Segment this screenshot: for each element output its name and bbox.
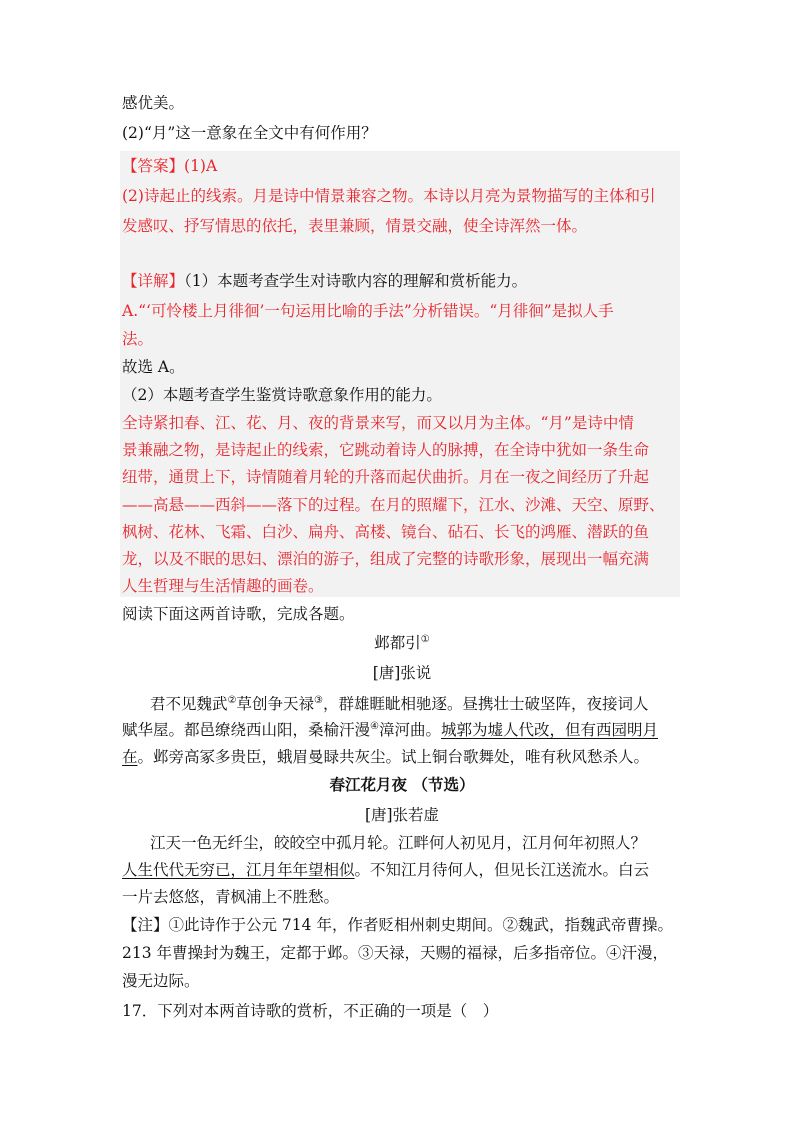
question-17: 17．下列对本两首诗歌的赏析，不正确的一项是（ ） [122,1002,499,1020]
poem1-line-3: 在。邺旁高冢多贵臣，蛾眉曼睩共灰尘。试上铜台歌舞处，唯有秋风愁杀人。 [122,748,650,766]
instruction: 阅读下面这两首诗歌，完成各题。 [122,605,355,623]
detail-line-1 [122,266,682,296]
detail-5-line-2: 景兼融之物，是诗起止的线索，它跳动着诗人的脉搏，在全诗中犹如一条生命 [122,441,650,459]
underlined-line: 人生代代无穷已，江月年年望相似 [122,861,355,879]
answer-line-1 [122,151,682,181]
detail-5-line-1: 全诗紧扣春、江、花、月、夜的背景来写，而又以月为主体。“月”是诗中情 [122,414,634,432]
question-2: (2)“月”这一意象在全文中有何作用？ [122,124,377,142]
poem2-line-2: 人生代代无穷已，江月年年望相似。不知江月待何人，但见长江送流水。白云 [122,861,650,879]
detail-5-line-4: ——高悬——西斜——落下的过程。在月的照耀下，江水、沙滩、天空、原野、 [122,496,665,514]
q1-tail: 感优美。 [122,94,185,112]
notes-line-3: 漫无边际。 [122,972,200,990]
poem2-line-1: 江天一色无纤尘，皎皎空中孤月轮。江畔何人初见月，江月何年初照人？ [150,834,647,852]
detail-label: 【详解】 [122,272,185,290]
footnote-mark: ① [420,633,430,645]
answer-1: (1)A [184,157,218,175]
notes-line-1: 【注】①此诗作于公元 714 年，作者贬相州刺史期间。②魏武，指魏武帝曹操。 [122,916,673,934]
answer-2-line-1: (2)诗起止的线索。月是诗中情景兼容之物。本诗以月亮为景物描写的主体和引 [122,187,656,205]
underlined-line: 城郭为墟人代改，但有西园明月 [441,721,659,739]
poem2-author: [唐]张若虚 [364,806,440,824]
detail-5-line-7: 人生哲理与生活情趣的画卷。 [122,577,324,595]
poem1-line-1: 君不见魏武②草创争天禄③，群雄睚眦相驰逐。昼携壮士破坚阵，夜接词人 [150,694,649,713]
answer-label: 【答案】 [122,157,185,175]
detail-2-line-2: 法。 [122,330,154,348]
poem2-title: 春江花月夜 （节选） [329,775,475,794]
underlined-line: 在 [122,748,138,766]
poem1-line-2: 赋华屋。都邑缭绕西山阳，桑榆汗漫④漳河曲。城郭为墟人代改，但有西园明月 [122,720,659,739]
poem1-title: 邺都引① [374,633,430,652]
detail-5-line-6: 龙，以及不眠的思妇、漂泊的游子，组成了完整的诗歌形象，展现出一幅充满 [122,550,650,568]
detail-3: 故选 A。 [122,358,185,376]
notes-line-2: 213 年曹操封为魏王，定都于邺。③天禄，天赐的福禄，后多指帝位。④汗漫， [122,944,669,962]
detail-4: （2）本题考查学生鉴赏诗歌意象作用的能力。 [122,386,442,404]
detail-5-line-5: 枫树、花林、飞霜、白沙、扁舟、高楼、镜台、砧石、长飞的鸿雁、潜跃的鱼 [122,523,650,541]
poem1-author: [唐]张说 [372,664,432,682]
detail-5-line-3: 纽带，通贯上下，诗情随着月轮的升落而起伏曲折。月在一夜之间经历了升起 [122,468,650,486]
detail-2-line-1: A.“‘可怜楼上月徘徊’一句运用比喻的手法”分析错误。“月徘徊”是拟人手 [122,302,614,320]
poem2-line-3: 一片去悠悠，青枫浦上不胜愁。 [122,888,340,906]
answer-2-line-2: 发感叹、抒写情思的依托，表里兼顾，情景交融，使全诗浑然一体。 [122,217,588,235]
detail-1: （1）本题考查学生对诗歌内容的理解和赏析能力。 [184,272,528,290]
